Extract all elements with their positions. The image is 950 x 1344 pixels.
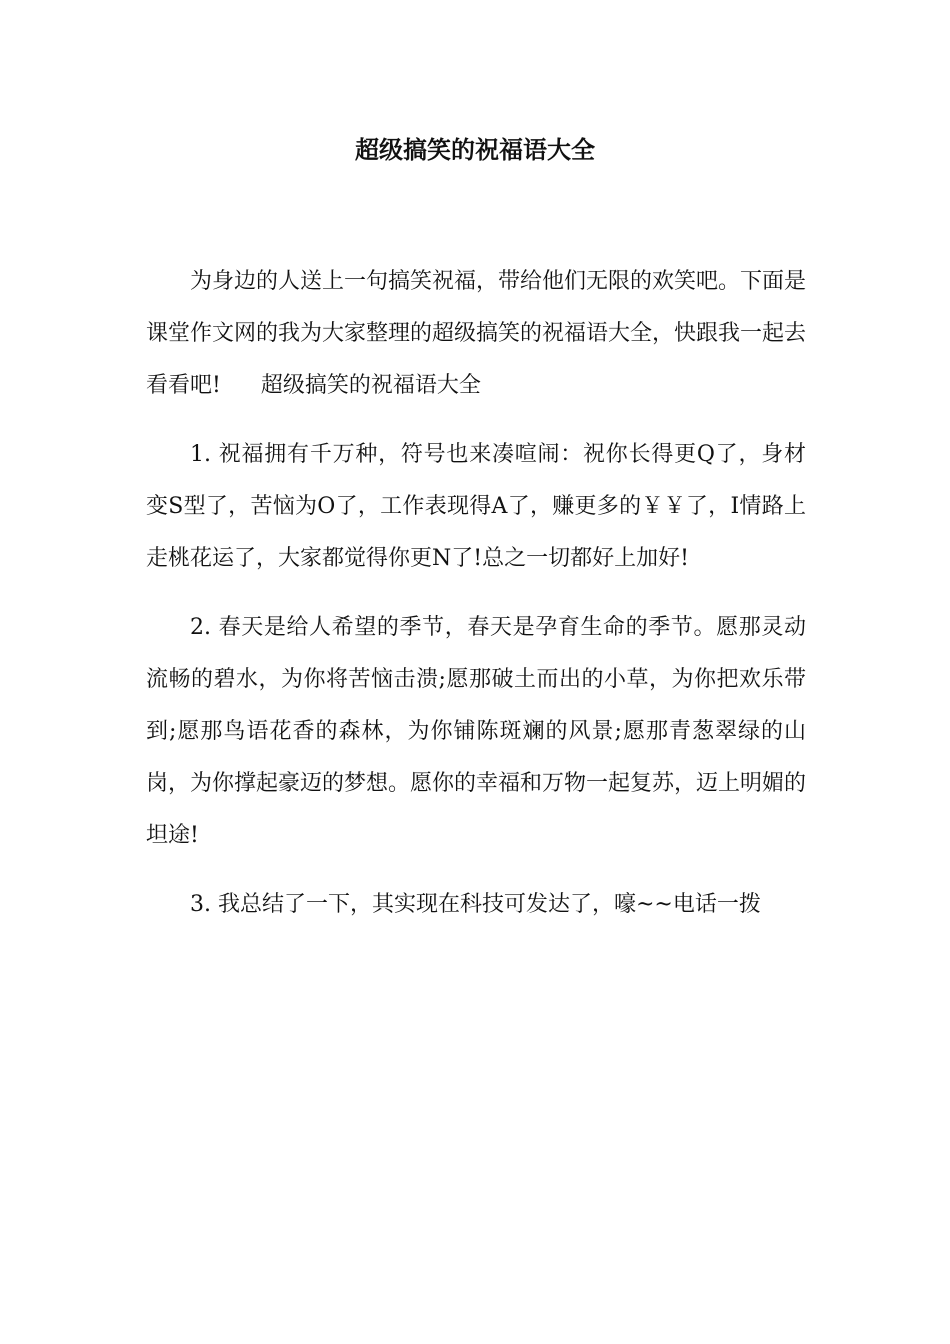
document-body: [146, 256, 806, 931]
paragraph-2: 2. 春天是给人希望的季节，春天是孕育生命的季节。愿那灵动流畅的碧水，为你将苦恼击溃;愿那破土而出的小草，为你把欢乐带到;愿那鸟语花香的森林，为你铺陈斑斓的风景;愿那青葱翠绿的山岗，为你撑起豪迈的梦想。愿你的幸福和万物一起复苏，迈上明媚的坦途!: [146, 615, 807, 848]
paragraph-3: 3. 我总结了一下，其实现在科技可发达了，嚎~~电话一拨: [190, 892, 761, 917]
intro-heading: 超级搞笑的祝福语大全: [260, 373, 481, 398]
intro-text: 为身边的人送上一句搞笑祝福，带给他们无限的欢笑吧。下面是课堂作文网的我为大家整理的超级搞笑的祝福语大全，快跟我一起去看看吧!: [146, 269, 807, 398]
paragraph-1: 1. 祝福拥有千万种，符号也来凑喧闹：祝你长得更Q了，身材变S型了，苦恼为O了，工作表现得A了，赚更多的￥￥了，I情路上走桃花运了，大家都觉得你更N了!总之一切都好上加好!: [146, 442, 806, 571]
document-title: 超级搞笑的祝福语大全: [355, 136, 595, 164]
intro-paragraph: [146, 256, 806, 412]
